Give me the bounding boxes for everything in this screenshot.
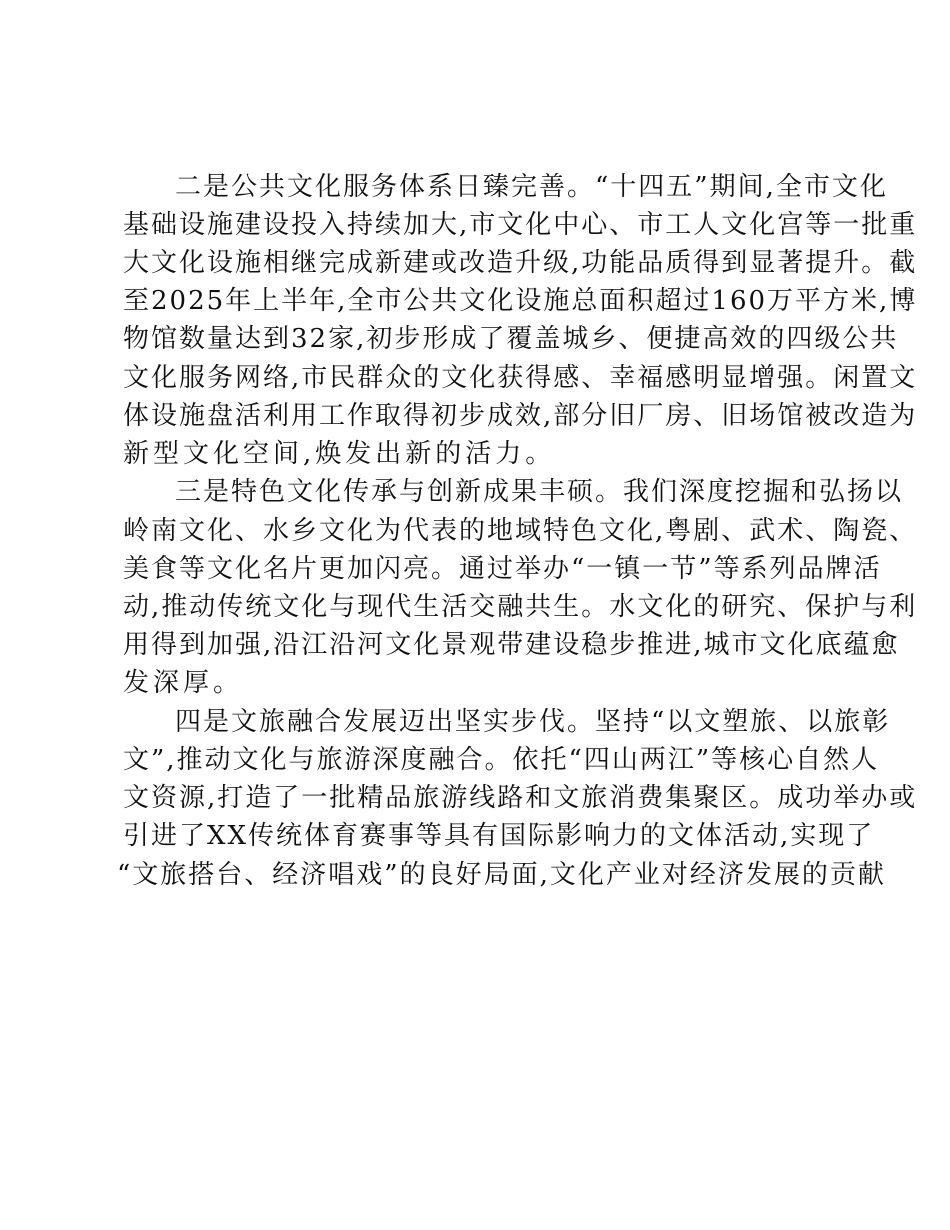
text-line: 文资源,打造了一批精品旅游线路和文旅消费集聚区。成功举办或: [123, 783, 918, 813]
text-line: “文旅搭台、经济唱戏”的良好局面,文化产业对经济发展的贡献: [117, 860, 886, 890]
text-line: 至2025年上半年,全市公共文化设施总面积超过160万平方米,博: [123, 286, 918, 316]
text-line: 二是公共文化服务体系日臻完善。“十四五”期间,全市文化: [175, 172, 888, 202]
text-line: 基础设施建设投入持续加大,市文化中心、市工人文化宫等一批重: [123, 210, 918, 240]
text-line: 美食等文化名片更加闪亮。通过举办“一镇一节”等系列品牌活: [123, 554, 882, 584]
text-line: 发深厚。: [123, 668, 244, 698]
text-line: 四是文旅融合发展迈出坚实步伐。坚持“以文塑旅、以旅彰: [175, 707, 891, 737]
text-line: 动,推动传统文化与现代生活交融共生。水文化的研究、保护与利: [123, 592, 918, 622]
text-line: 新型文化空间,焕发出新的活力。: [123, 439, 556, 469]
text-line: 引进了XX传统体育赛事等具有国际影响力的文体活动,实现了: [123, 821, 875, 851]
text-line: 大文化设施相继完成新建或改造升级,功能品质得到显著提升。截: [123, 248, 918, 278]
text-line: 文”,推动文化与旅游深度融合。依托“四山两江”等核心自然人: [123, 745, 880, 775]
text-line: 三是特色文化传承与创新成果丰硕。我们深度挖掘和弘扬以: [175, 477, 904, 507]
text-line: 体设施盘活利用工作取得初步成效,部分旧厂房、旧场馆被改造为: [123, 401, 918, 431]
text-line: 物馆数量达到32家,初步形成了覆盖城乡、便捷高效的四级公共: [123, 324, 899, 354]
text-line: 岭南文化、水乡文化为代表的地域特色文化,粤剧、武术、陶瓷、: [123, 516, 918, 546]
text-line: 用得到加强,沿江沿河文化景观带建设稳步推进,城市文化底蕴愈: [123, 630, 900, 660]
text-line: 文化服务网络,市民群众的文化获得感、幸福感明显增强。闲置文: [123, 363, 918, 393]
